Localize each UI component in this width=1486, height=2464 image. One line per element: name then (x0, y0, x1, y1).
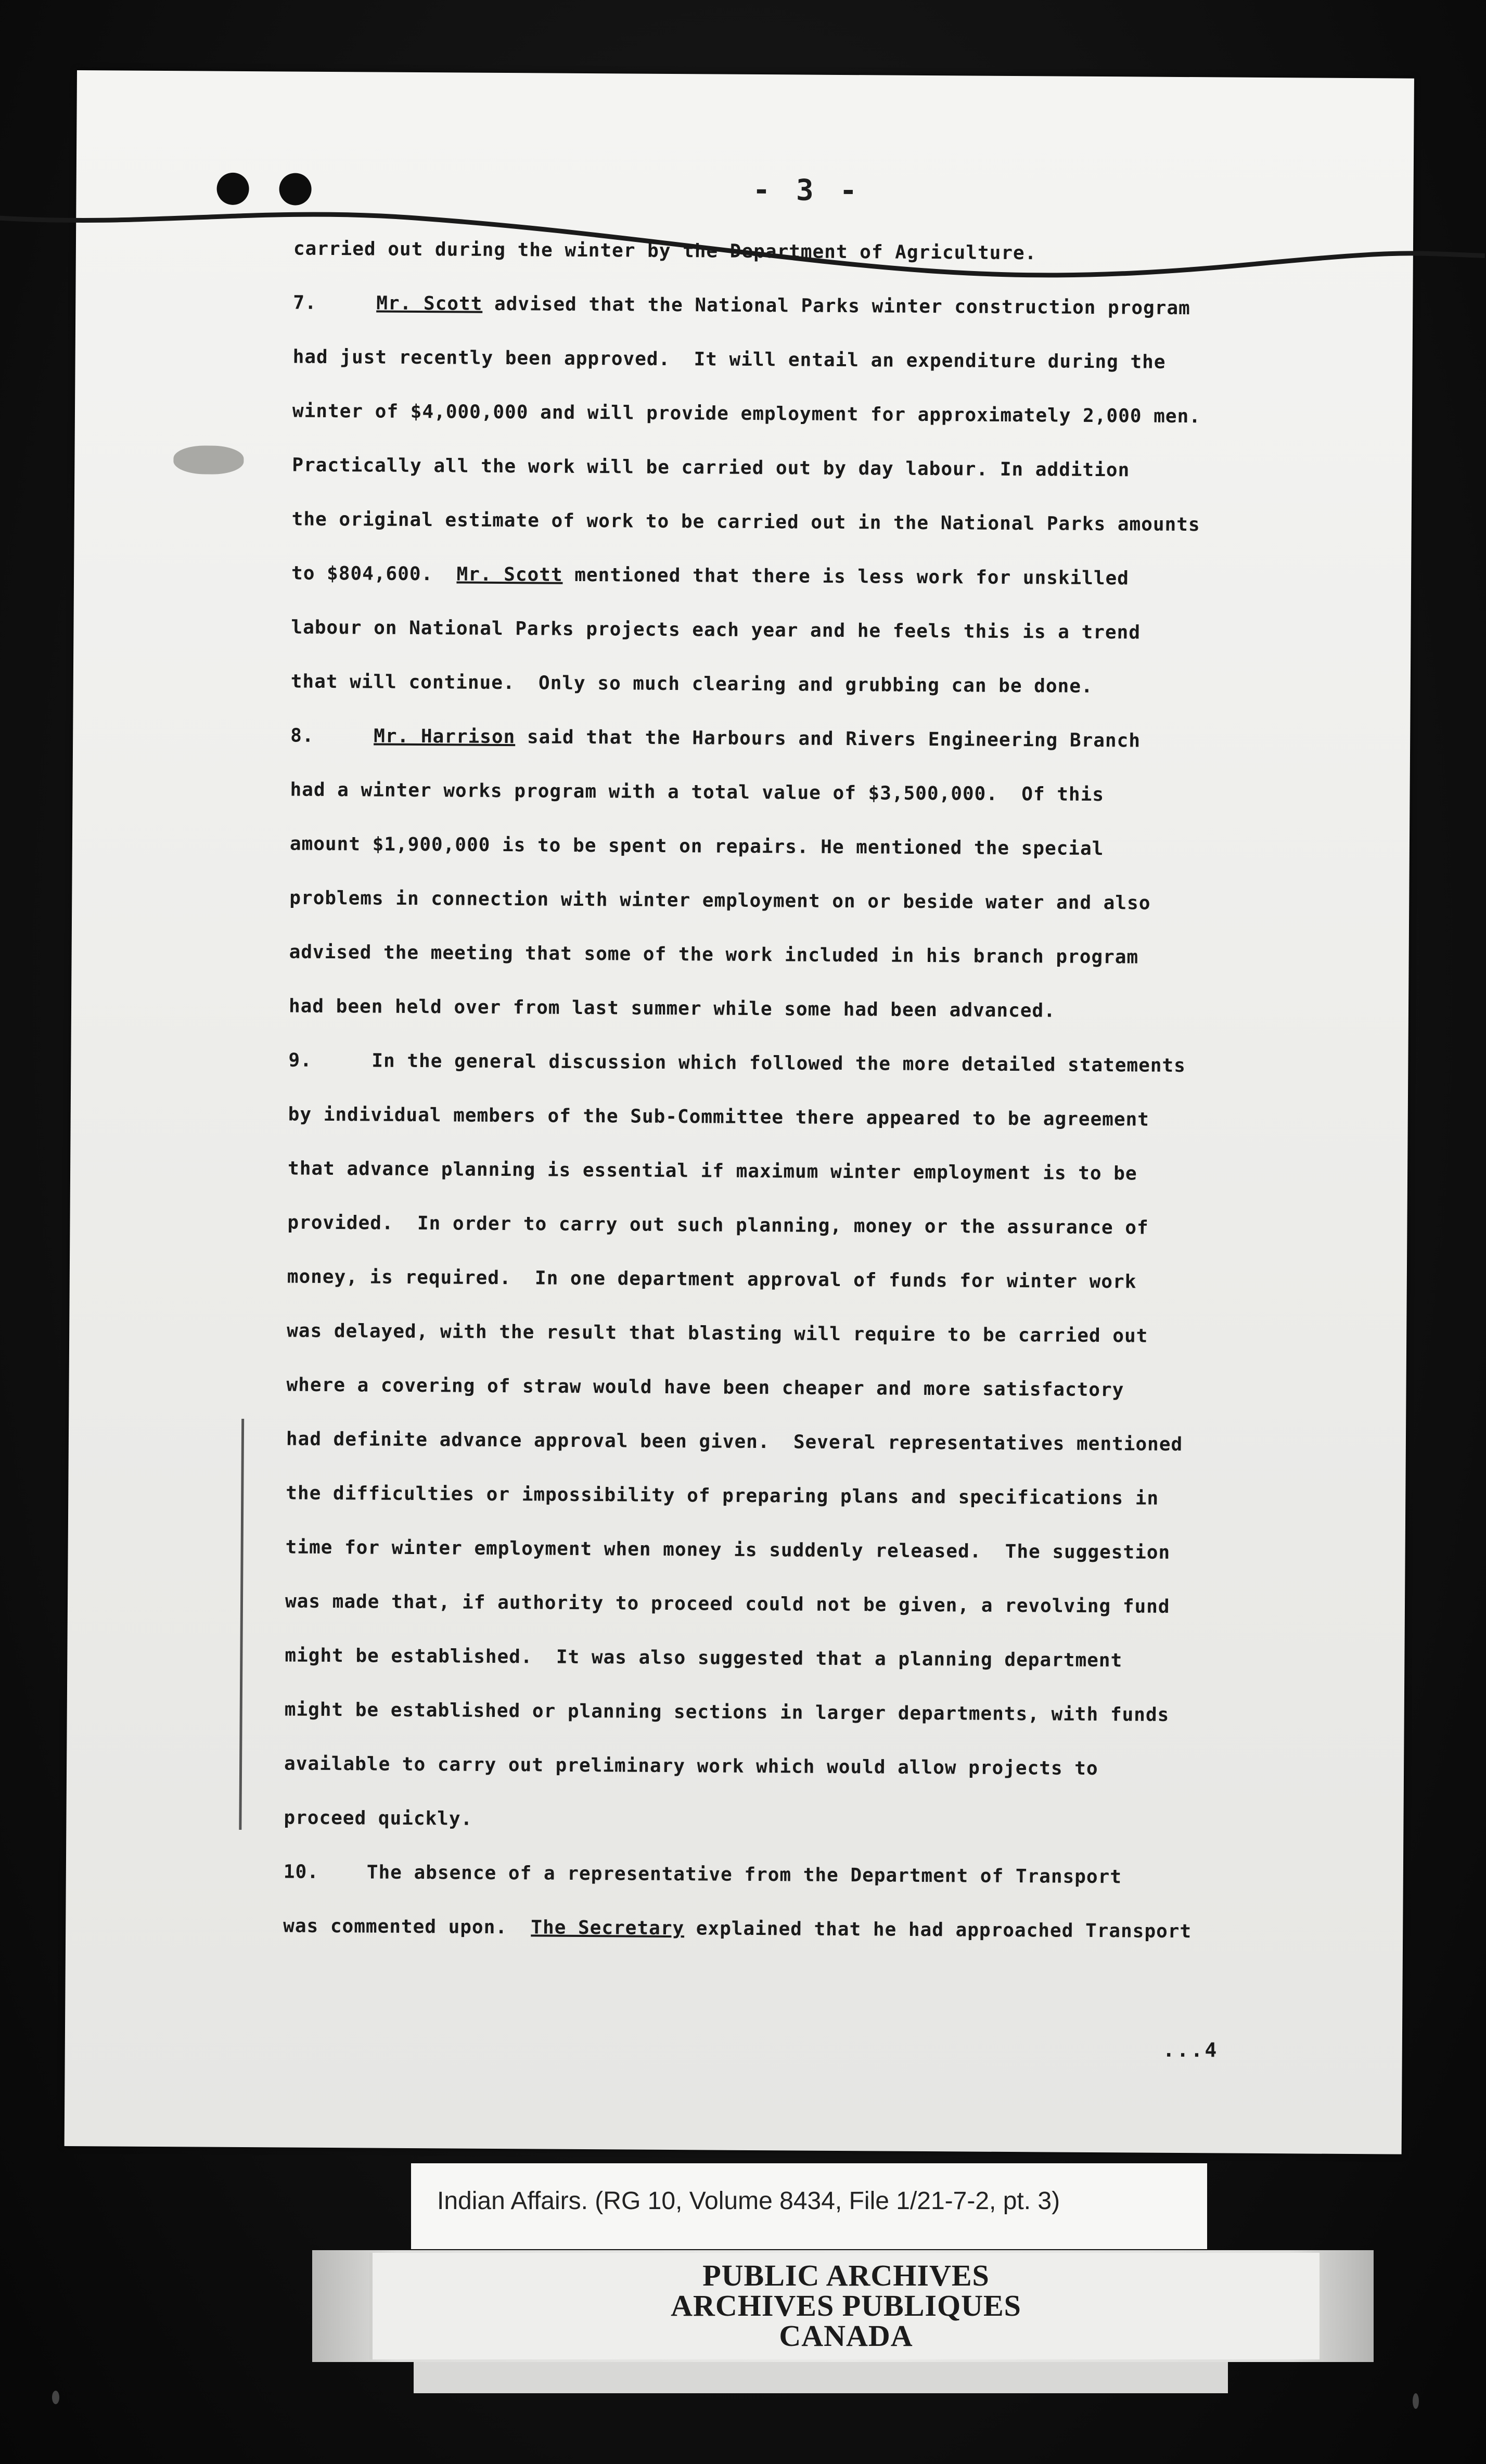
underlined-name: The Secretary (531, 1917, 685, 1940)
underlined-name: Mr. Scott (376, 292, 483, 315)
text-line (290, 671, 1342, 732)
line-text: time for winter employment when money is suddenly released. The suggestion (285, 1536, 1171, 1563)
line-text: had been held over from last summer while some had been advanced. (288, 995, 1056, 1022)
line-text: was made that, if authority to proceed could not be given, a revolving fund (285, 1590, 1170, 1618)
text-line (289, 833, 1341, 894)
line-text: amount $1,900,000 is to be spent on repairs. He mentioned the special (289, 833, 1104, 860)
text-line (287, 1266, 1338, 1327)
line-text: might be established. It was also suggested that a planning department (285, 1645, 1123, 1672)
stamp-tab (414, 2362, 1228, 2393)
line-text: by individual members of the Sub-Committee there appeared to be agreement (288, 1103, 1150, 1131)
line-text: mentioned that there is less work for unskilled (562, 564, 1130, 589)
text-line (291, 509, 1343, 569)
film-speck (52, 2391, 59, 2404)
ink-smudge (173, 445, 244, 474)
text-line (288, 1050, 1340, 1110)
line-text: advised that the National Parks winter construction program (482, 293, 1190, 319)
continued-marker: ...4 (1162, 2038, 1219, 2062)
film-speck (1413, 2393, 1419, 2409)
line-text: advised the meeting that some of the work included in his branch program (289, 941, 1139, 968)
stamp-line-english: PUBLIC ARCHIVES (702, 2258, 990, 2292)
underlined-name: Mr. Scott (456, 563, 563, 586)
typed-text-body (283, 238, 1344, 1976)
line-text: available to carry out preliminary work which would allow projects to (284, 1753, 1098, 1780)
text-line (292, 346, 1344, 407)
paragraph-number: 10. (283, 1861, 319, 1883)
line-text: that will continue. Only so much clearing and grubbing can be done. (290, 671, 1093, 697)
line-text: had a winter works program with a total value of $3,500,000. Of this (290, 779, 1105, 806)
text-line (288, 1158, 1339, 1218)
text-line (290, 725, 1342, 786)
line-text: Practically all the work will be carried out by day labour. In addition (292, 454, 1130, 481)
text-line (283, 1915, 1335, 1975)
archive-reference-text: Indian Affairs. (RG 10, Volume 8434, File 1/21-7-2, pt. 3) (437, 2187, 1060, 2215)
text-line (284, 1807, 1335, 1867)
text-line (286, 1429, 1337, 1489)
stamp-line-country: CANADA (779, 2319, 913, 2353)
line-text: The absence of a representative from the Department of Transport (366, 1862, 1122, 1888)
stamp-line-french: ARCHIVES PUBLIQUES (671, 2289, 1021, 2322)
line-text: proceed quickly. (284, 1807, 473, 1830)
text-line (285, 1590, 1337, 1651)
archive-reference-label (411, 2163, 1207, 2249)
line-text: provided. In order to carry out such planning, money or the assurance of (287, 1212, 1149, 1239)
text-line (292, 401, 1343, 461)
line-text: had just recently been approved. It will entail an expenditure during the (292, 346, 1166, 373)
text-line (285, 1645, 1336, 1705)
text-line (284, 1699, 1336, 1759)
line-text: winter of $4,000,000 and will provide employment for approximately 2,000 men. (292, 400, 1201, 428)
line-text: the difficulties or impossibility of preparing plans and specifications in (286, 1482, 1159, 1509)
paragraph-number: 7. (293, 292, 317, 314)
line-text: labour on National Parks projects each year and he feels this is a trend (291, 617, 1141, 644)
document-page (65, 70, 1414, 2154)
text-line (291, 563, 1343, 623)
line-text: In the general discussion which followed the more detailed statements (372, 1050, 1186, 1077)
text-line (287, 1212, 1339, 1273)
line-text: the original estimate of work to be carried out in the National Parks amounts (291, 508, 1200, 536)
paragraph-number: 8. (290, 725, 314, 747)
margin-mark (239, 1419, 244, 1830)
page-number: - 3 - (752, 173, 862, 208)
line-text: might be established or planning sections in larger departments, with funds (284, 1699, 1170, 1726)
text-line (287, 1320, 1338, 1381)
line-text: was delayed, with the result that blasting will require to be carried out (287, 1320, 1148, 1347)
line-text: problems in connection with winter employment on or beside water and also (289, 887, 1151, 914)
text-line (292, 455, 1343, 515)
line-text-prefix: was commented upon. (283, 1915, 531, 1939)
text-line (289, 996, 1340, 1056)
text-line (288, 1104, 1339, 1164)
line-text: had definite advance approval been given. Several representatives mentioned (286, 1428, 1183, 1456)
public-archives-stamp (312, 2250, 1374, 2362)
line-text-prefix: to $804,600. (291, 562, 457, 585)
text-line (284, 1753, 1336, 1813)
stamp-panel (369, 2253, 1323, 2359)
line-text: where a covering of straw would have been cheaper and more satisfactory (286, 1374, 1124, 1401)
paragraph-number: 9. (288, 1049, 312, 1071)
text-line (283, 1861, 1335, 1921)
line-text: carried out during the winter by the Department of Agriculture. (293, 238, 1037, 264)
text-line (286, 1483, 1337, 1543)
text-line (291, 617, 1342, 677)
wavy-crease-line (0, 195, 1485, 307)
underlined-name: Mr. Harrison (374, 725, 516, 748)
line-text: said that the Harbours and Rivers Engineering Branch (515, 726, 1141, 752)
text-line (290, 779, 1341, 840)
text-line (289, 888, 1341, 948)
line-text: explained that he had approached Transport (684, 1918, 1192, 1943)
text-line (285, 1537, 1337, 1597)
text-line (286, 1375, 1338, 1435)
text-line (289, 942, 1340, 1002)
line-text: that advance planning is essential if maximum winter employment is to be (287, 1158, 1137, 1185)
line-text: money, is required. In one department approval of funds for winter work (287, 1266, 1137, 1293)
